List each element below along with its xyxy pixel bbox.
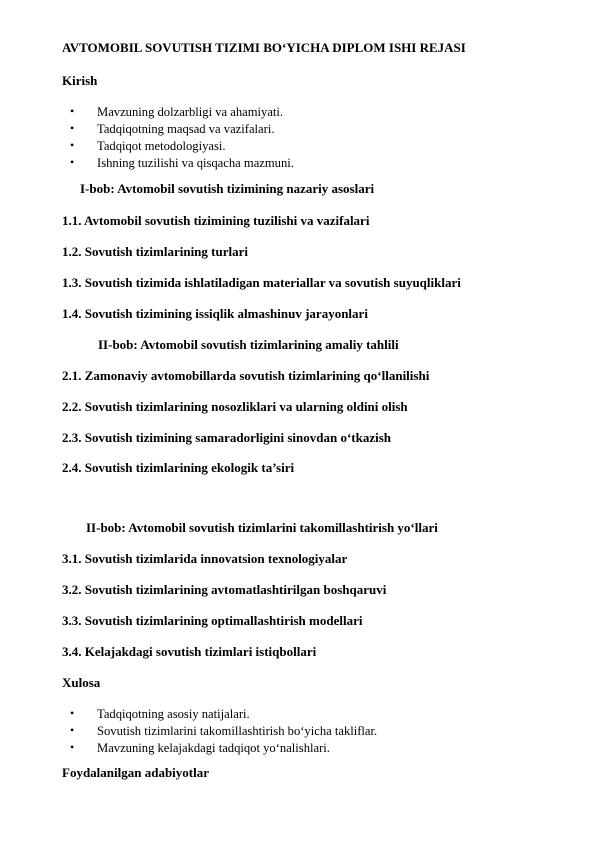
section-item: 2.4. Sovutish tizimlarining ekologik ta’siri [62,460,295,475]
bullet-marker: • [70,706,75,720]
document-title: AVTOMOBIL SOVUTISH TIZIMI BO‘YICHA DIPLOM ISHI REJASI [62,40,466,55]
intro-bullet-item: Mavzuning dolzarbligi va ahamiyati. [97,105,284,119]
bullet-marker: • [70,723,75,737]
conclusion-bullet-item: Tadqiqotning asosiy natijalari. [97,707,250,721]
intro-bullet-item: Ishning tuzilishi va qisqacha mazmuni. [97,156,294,170]
chapter-1-heading: I-bob: Avtomobil sovutish tizimining nazariy asoslari [80,181,375,196]
bullet-marker: • [70,121,75,135]
chapter-2-heading: II-bob: Avtomobil sovutish tizimlarining amaliy tahlili [98,337,399,352]
conclusion-bullet-item: Mavzuning kelajakdagi tadqiqot yo‘nalishlari. [97,741,330,755]
bullet-marker: • [70,104,75,118]
bullet-marker: • [70,740,75,754]
conclusion-heading: Xulosa [62,675,101,690]
conclusion-bullet-item: Sovutish tizimlarini takomillashtirish bo‘yicha takliflar. [97,724,378,738]
intro-bullet-item: Tadqiqotning maqsad va vazifalari. [97,122,275,136]
section-item: 3.4. Kelajakdagi sovutish tizimlari istiqbollari [62,644,317,659]
section-item: 1.2. Sovutish tizimlarining turlari [62,244,248,259]
intro-bullet-item: Tadqiqot metodologiyasi. [97,139,226,153]
section-item: 1.3. Sovutish tizimida ishlatiladigan materiallar va sovutish suyuqliklari [62,275,461,290]
section-item: 2.1. Zamonaviy avtomobillarda sovutish tizimlarining qo‘llanilishi [62,368,430,383]
chapter-3-heading: II-bob: Avtomobil sovutish tizimlarini takomillashtirish yo‘llari [86,520,438,535]
bullet-marker: • [70,138,75,152]
references-heading: Foydalanilgan adabiyotlar [62,765,209,780]
bullet-marker: • [70,155,75,169]
section-item: 1.4. Sovutish tizimining issiqlik almashinuv jarayonlari [62,306,368,321]
section-item: 3.3. Sovutish tizimlarining optimallashtirish modellari [62,613,363,628]
section-item: 2.3. Sovutish tizimining samaradorligini sinovdan o‘tkazish [62,430,392,445]
section-item: 3.1. Sovutish tizimlarida innovatsion texnologiyalar [62,551,348,566]
section-item: 2.2. Sovutish tizimlarining nosozliklari va ularning oldini olish [62,399,408,414]
section-item: 1.1. Avtomobil sovutish tizimining tuzilishi va vazifalari [62,213,370,228]
section-item: 3.2. Sovutish tizimlarining avtomatlashtirilgan boshqaruvi [62,582,387,597]
intro-heading: Kirish [62,73,98,88]
